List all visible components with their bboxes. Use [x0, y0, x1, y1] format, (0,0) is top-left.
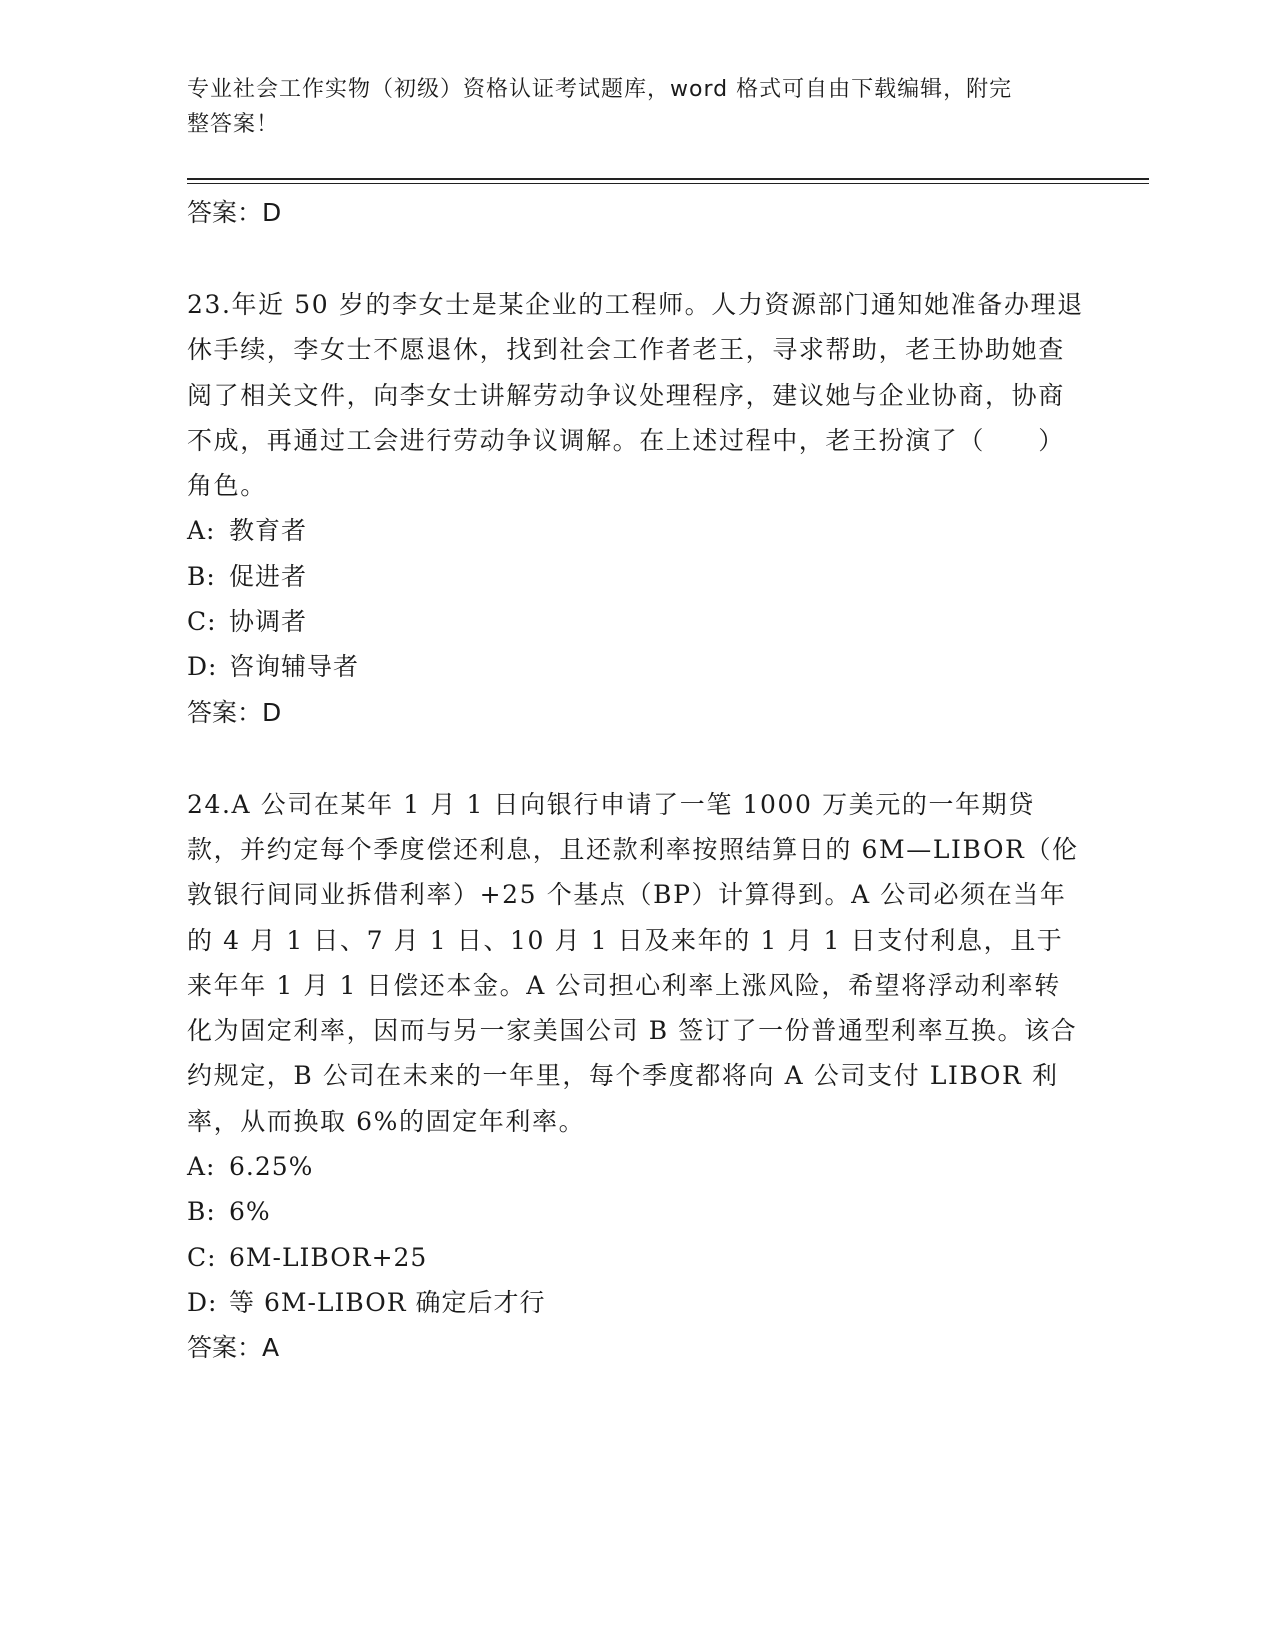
option-text: 协调者	[229, 607, 308, 637]
option-c	[187, 599, 1087, 644]
option-c	[187, 1235, 1087, 1280]
header-rule-thick	[187, 178, 1149, 180]
answer-value: A	[262, 1333, 280, 1363]
option-letter: B:	[187, 561, 216, 591]
option-text: 6%	[229, 1197, 271, 1227]
answer-label: 答案：	[187, 1333, 263, 1363]
answer-line	[187, 190, 1087, 236]
option-letter: A:	[187, 516, 216, 546]
option-a	[187, 508, 1087, 553]
document-body	[187, 190, 1087, 1371]
answer-label: 答案：	[187, 697, 263, 727]
question-stem: 24.A 公司在某年 1 月 1 日向银行申请了一笔 1000 万美元的一年期贷款，并约定每个季度偿还利息，且还款利率按照结算日的 6M—LIBOR（伦敦银行间同业拆借利率）+25 个基点（BP）计算得到。A 公司必须在当年的 4 月 1 日、7 月 1 日、10 月 1 日及来年的 1 月 1 日支付利息，且于来年年 1 月 1 日偿还本金。A 公司担心利率上涨风险，希望将浮动利率转化为固定利率，因而与另一家美国公司 B 签订了一份普通型利率互换。该合约规定，B 公司在未来的一年里，每个季度都将向 A 公司支付 LIBOR 利率，从而换取 6%的固定年利率。	[187, 789, 1079, 1136]
page-header	[187, 72, 1067, 142]
answer-value: D	[262, 697, 282, 727]
option-letter: A:	[187, 1152, 216, 1182]
option-d	[187, 644, 1087, 689]
answer-line	[187, 1325, 1087, 1371]
option-letter: C:	[187, 607, 217, 637]
option-letter: D:	[187, 652, 218, 682]
question-24	[187, 782, 1087, 1372]
header-rule-thin	[187, 183, 1149, 184]
answer-label: 答案：	[187, 198, 263, 227]
option-text: 等 6M-LIBOR 确定后才行	[229, 1287, 546, 1317]
option-b	[187, 1189, 1087, 1234]
option-text: 促进者	[229, 561, 308, 591]
option-b	[187, 554, 1087, 599]
option-text: 教育者	[229, 516, 308, 546]
option-text: 咨询辅导者	[229, 652, 360, 682]
header-title-line-2: 整答案！	[187, 112, 280, 137]
question-23	[187, 282, 1087, 736]
option-text: 6M-LIBOR+25	[229, 1242, 428, 1272]
answer-value: D	[262, 198, 282, 227]
question-stem: 23.年近 50 岁的李女士是某企业的工程师。人力资源部门通知她准备办理退休手续，李女士不愿退休，找到社会工作者老王，寻求帮助，老王协助她查阅了相关文件，向李女士讲解劳动争议处理程序，建议她与企业协商，协商不成，再通过工会进行劳动争议调解。在上述过程中，老王扮演了（ ）角色。	[187, 290, 1084, 501]
answer-line	[187, 690, 1087, 736]
option-letter: C:	[187, 1242, 217, 1272]
option-text: 6.25%	[229, 1152, 314, 1182]
option-d	[187, 1280, 1087, 1325]
header-title-line-1: 专业社会工作实物（初级）资格认证考试题库，word 格式可自由下载编辑，附完	[187, 77, 1013, 102]
option-letter: D:	[187, 1287, 218, 1317]
option-a	[187, 1144, 1087, 1189]
option-letter: B:	[187, 1197, 216, 1227]
